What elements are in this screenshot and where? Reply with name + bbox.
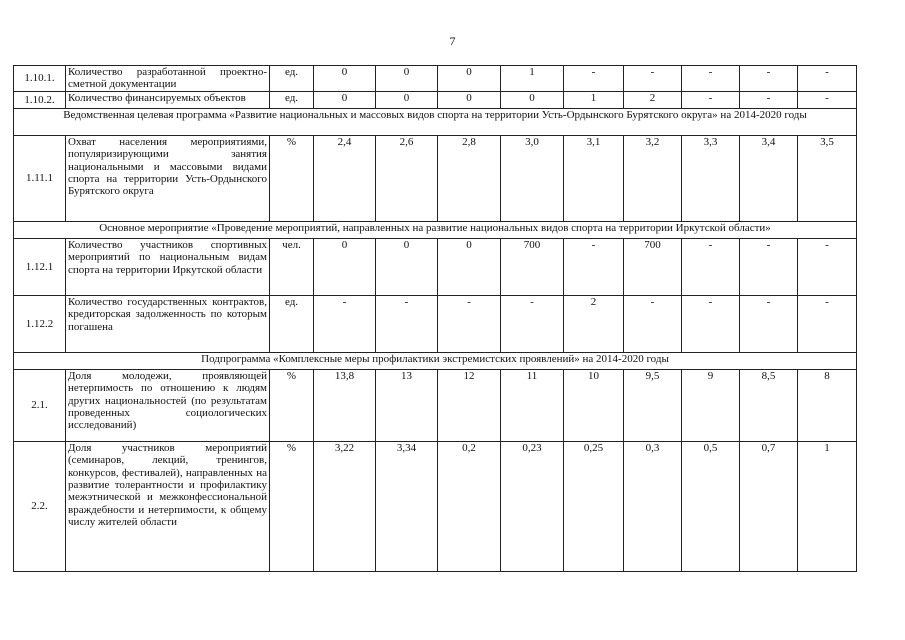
indicator-value: 0 [438, 66, 501, 92]
indicator-value: - [376, 295, 438, 352]
indicator-name: Количество разработанной проектно-сметной документации [66, 66, 270, 92]
page-number: 7 [449, 34, 456, 48]
indicator-value: 3,2 [624, 135, 682, 221]
indicator-value: 0 [438, 91, 501, 108]
indicator-value: 2 [624, 91, 682, 108]
indicator-value: - [740, 91, 798, 108]
section-title: Ведомственная целевая программа «Развитие национальных и массовых видов спорта на территории Усть-Ордынского Бурятского округа» на 2014-2020 годы [14, 108, 857, 135]
indicator-value: - [798, 91, 857, 108]
indicator-value: - [564, 238, 624, 295]
indicator-value: 700 [624, 238, 682, 295]
indicator-value: 1 [501, 66, 564, 92]
indicator-value: 11 [501, 369, 564, 441]
indicator-row [14, 238, 857, 295]
indicator-name: Количество финансируемых объектов [66, 91, 270, 108]
indicator-value: - [740, 295, 798, 352]
indicator-number: 1.11.1 [14, 135, 66, 221]
indicator-value: - [564, 66, 624, 92]
indicator-value: 0 [314, 238, 376, 295]
indicator-value: 0,25 [564, 441, 624, 571]
indicator-value: 3,22 [314, 441, 376, 571]
indicator-value: 0,2 [438, 441, 501, 571]
indicator-value: - [740, 66, 798, 92]
indicator-number: 1.10.1. [14, 66, 66, 92]
indicator-value: 9 [682, 369, 740, 441]
indicators-table [13, 65, 857, 572]
indicator-value: 3,3 [682, 135, 740, 221]
indicator-value: - [682, 238, 740, 295]
indicators-table-body [14, 66, 857, 572]
indicator-number: 2.1. [14, 369, 66, 441]
section-title: Подпрограмма «Комплексные меры профилактики экстремистских проявлений» на 2014-2020 годы [14, 352, 857, 369]
indicator-value: 8,5 [740, 369, 798, 441]
indicator-name: Охват населения мероприятиями, популяризирующими занятия национальными и массовыми видами спорта на территории Усть-Ордынского Бурятского округа [66, 135, 270, 221]
indicator-unit: % [270, 135, 314, 221]
indicator-value: - [624, 66, 682, 92]
indicator-value: 3,34 [376, 441, 438, 571]
indicator-row [14, 66, 857, 92]
indicator-row [14, 135, 857, 221]
section-title: Основное мероприятие «Проведение мероприятий, направленных на развитие национальных видов спорта на территории Иркутской области» [14, 221, 857, 238]
indicator-unit: ед. [270, 66, 314, 92]
indicator-value: 3,1 [564, 135, 624, 221]
indicator-value: 0,5 [682, 441, 740, 571]
indicator-value: 2 [564, 295, 624, 352]
indicator-value: 3,5 [798, 135, 857, 221]
indicator-name: Количество государственных контрактов, кредиторская задолженность по которым погашена [66, 295, 270, 352]
indicator-value: 1 [798, 441, 857, 571]
indicator-value: - [624, 295, 682, 352]
indicator-value: 0,23 [501, 441, 564, 571]
indicator-value: 0 [438, 238, 501, 295]
indicator-number: 1.12.1 [14, 238, 66, 295]
indicator-value: - [501, 295, 564, 352]
indicator-value: 8 [798, 369, 857, 441]
indicator-value: - [682, 91, 740, 108]
indicator-row [14, 91, 857, 108]
indicator-name: Доля участников мероприятий (семинаров, лекций, тренингов, конкурсов, фестивалей), направленных на развитие толерантности и профилактику межэтнической и межконфессиональной враждебности и нетерпимости, к общему числу жителей области [66, 441, 270, 571]
indicator-value: - [314, 295, 376, 352]
indicator-unit: ед. [270, 91, 314, 108]
indicator-unit: % [270, 369, 314, 441]
indicator-row [14, 441, 857, 571]
indicator-value: 0 [501, 91, 564, 108]
indicator-value: 1 [564, 91, 624, 108]
section-row [14, 352, 857, 369]
indicator-value: - [438, 295, 501, 352]
indicator-number: 1.12.2 [14, 295, 66, 352]
indicator-row [14, 295, 857, 352]
indicator-value: 0 [376, 91, 438, 108]
indicator-unit: ед. [270, 295, 314, 352]
indicator-value: 0,7 [740, 441, 798, 571]
section-row [14, 108, 857, 135]
indicator-value: 0 [314, 91, 376, 108]
indicator-unit: % [270, 441, 314, 571]
indicator-value: 0 [314, 66, 376, 92]
indicator-value: - [682, 295, 740, 352]
indicator-value: 0,3 [624, 441, 682, 571]
indicator-value: 2,8 [438, 135, 501, 221]
indicator-number: 1.10.2. [14, 91, 66, 108]
indicator-value: - [682, 66, 740, 92]
indicator-number: 2.2. [14, 441, 66, 571]
indicator-value: - [798, 66, 857, 92]
indicator-value: 3,0 [501, 135, 564, 221]
indicator-value: 9,5 [624, 369, 682, 441]
indicator-name: Количество участников спортивных мероприятий по национальным видам спорта на территории Иркутской области [66, 238, 270, 295]
indicator-value: - [798, 295, 857, 352]
indicator-row [14, 369, 857, 441]
indicator-value: 0 [376, 238, 438, 295]
section-row [14, 221, 857, 238]
indicator-unit: чел. [270, 238, 314, 295]
indicator-value: 10 [564, 369, 624, 441]
indicator-value: 700 [501, 238, 564, 295]
indicator-value: 3,4 [740, 135, 798, 221]
indicator-value: 0 [376, 66, 438, 92]
indicator-value: 12 [438, 369, 501, 441]
indicator-value: 2,6 [376, 135, 438, 221]
indicator-value: 13,8 [314, 369, 376, 441]
indicator-name: Доля молодежи, проявляющей нетерпимость по отношению к людям других национальностей (по результатам проведенных социологических исследований) [66, 369, 270, 441]
indicator-value: 2,4 [314, 135, 376, 221]
indicator-value: - [740, 238, 798, 295]
indicator-value: - [798, 238, 857, 295]
indicator-value: 13 [376, 369, 438, 441]
